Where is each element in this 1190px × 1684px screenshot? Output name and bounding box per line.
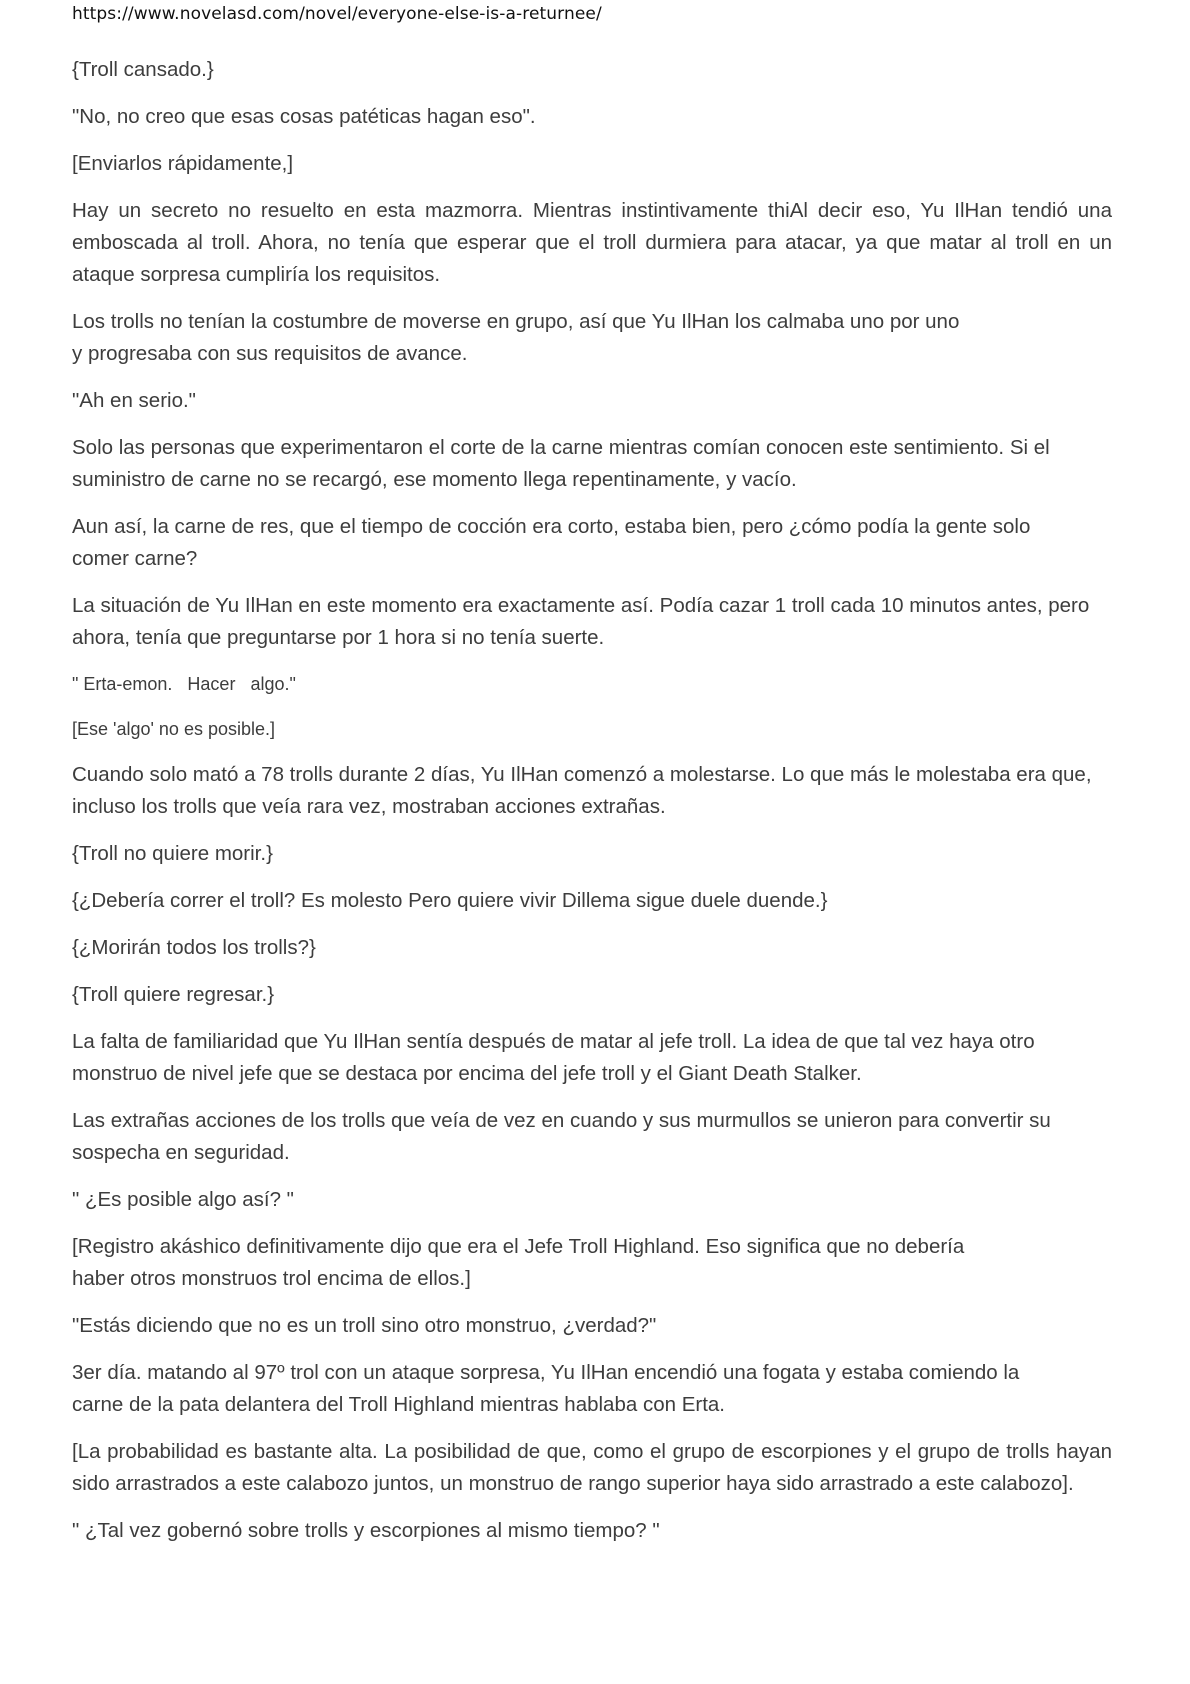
- paragraph-14: {¿Debería correr el troll? Es molesto Pero quiere vivir Dillema sigue duele duende.}: [72, 889, 828, 912]
- paragraph-5: Los trolls no tenían la costumbre de moverse en grupo, así que Yu IlHan los calmaba uno por uno y progresaba con sus requisitos de avance.: [72, 310, 960, 365]
- paragraph-13: {Troll no quiere morir.}: [72, 842, 273, 865]
- paragraph-3: [Enviarlos rápidamente,]: [72, 152, 294, 175]
- paragraph-11: [Ese 'algo' no es posible.]: [72, 719, 276, 739]
- paragraph-7: Solo las personas que experimentaron el corte de la carne mientras comían conocen este sentimiento. Si el suministro de carne no se recargó, ese momento llega repentinamente, y vacío.: [72, 436, 1050, 491]
- paragraph-9: La situación de Yu IlHan en este momento era exactamente así. Podía cazar 1 troll cada 10 minutos antes, pero ahora, tenía que preguntarse por 1 hora si no tenía suerte.: [72, 594, 1090, 649]
- paragraph-4: Hay un secreto no resuelto en esta mazmorra. Mientras instintivamente thiAl decir eso, Yu IlHan tendió una emboscada al troll. Ahora, no tenía que esperar que el troll durmiera para atacar, ya que matar al troll en un ataque sorpresa cumpliría los requisitos.: [72, 199, 1112, 286]
- paragraph-1: {Troll cansado.}: [72, 58, 214, 81]
- paragraph-24: " ¿Tal vez gobernó sobre trolls y escorpiones al mismo tiempo? ": [72, 1519, 660, 1542]
- paragraph-15: {¿Morirán todos los trolls?}: [72, 936, 316, 959]
- paragraph-12: Cuando solo mató a 78 trolls durante 2 días, Yu IlHan comenzó a molestarse. Lo que más le molestaba era que, incluso los trolls que veía rara vez, mostraban acciones extrañas.: [72, 763, 1092, 818]
- paragraph-23: [La probabilidad es bastante alta. La posibilidad de que, como el grupo de escorpiones y el grupo de trolls hayan sido arrastrados a este calabozo juntos, un monstruo de rango superior haya sido arrastrado a este calabozo].: [72, 1440, 1112, 1495]
- paragraph-6: "Ah en serio.": [72, 389, 196, 412]
- paragraph-8: Aun así, la carne de res, que el tiempo de cocción era corto, estaba bien, pero ¿cómo podía la gente solo comer carne?: [72, 515, 1031, 570]
- paragraph-18: Las extrañas acciones de los trolls que veía de vez en cuando y sus murmullos se unieron para convertir su sospecha en seguridad.: [72, 1109, 1051, 1164]
- paragraph-10: " Erta-emon. Hacer algo.": [72, 674, 296, 694]
- paragraph-16: {Troll quiere regresar.}: [72, 983, 275, 1006]
- page-url: https://www.novelasd.com/novel/everyone-else-is-a-returnee/: [72, 4, 602, 24]
- paragraph-22: 3er día. matando al 97º trol con un ataque sorpresa, Yu IlHan encendió una fogata y estaba comiendo la carne de la pata delantera del Troll Highland mientras hablaba con Erta.: [72, 1361, 1020, 1416]
- paragraph-19: " ¿Es posible algo así? ": [72, 1188, 294, 1211]
- paragraph-20: [Registro akáshico definitivamente dijo que era el Jefe Troll Highland. Eso significa que no debería haber otros monstruos trol encima de ellos.]: [72, 1235, 965, 1290]
- paragraph-21: "Estás diciendo que no es un troll sino otro monstruo, ¿verdad?": [72, 1314, 657, 1337]
- paragraph-17: La falta de familiaridad que Yu IlHan sentía después de matar al jefe troll. La idea de que tal vez haya otro monstruo de nivel jefe que se destaca por encima del jefe troll y el Giant Death Stalker.: [72, 1030, 1035, 1085]
- document-body: [72, 54, 1112, 1562]
- paragraph-2: "No, no creo que esas cosas patéticas hagan eso".: [72, 105, 536, 128]
